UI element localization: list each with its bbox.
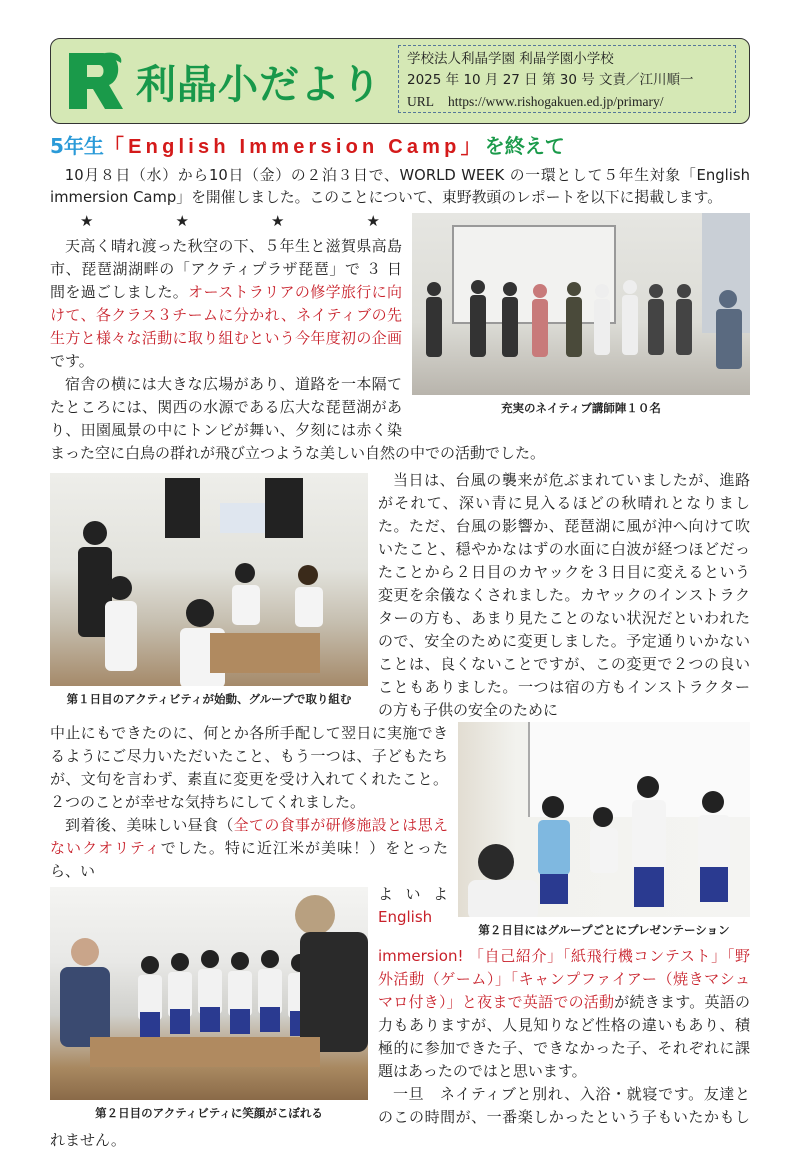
text: です。 bbox=[50, 352, 94, 370]
photo-day1-activity bbox=[50, 473, 368, 686]
text: に、何とか各所手配して翌日に実施できるようにご尽力いただいたこと、もう一つは、子どもたちが、文句を言わず、素直に変更を受け入れてくれたこと。２つのことが幸せな気持ちにしてくれました。 bbox=[50, 724, 448, 811]
highlight-text: immersio bbox=[378, 947, 448, 965]
text: が続きます。英語の力もありますが、人見知りなど性格の違いもあり、積極的に参加できた子、できなかった子、それぞれに課題はあったのではと思います。 bbox=[378, 993, 750, 1080]
text: 天高く晴れ渡った秋空の下、５年生と滋賀県高島市、琵琶湖湖畔の「アクティプラザ琵琶」で ３ 日間を過ごしました。 bbox=[50, 237, 402, 301]
star-icon: ★ bbox=[366, 212, 380, 230]
masthead bbox=[50, 38, 750, 124]
issue-info-box bbox=[398, 45, 736, 113]
people-silhouettes bbox=[50, 513, 368, 686]
photo-day2-activity bbox=[50, 887, 368, 1100]
url-label: URL bbox=[407, 94, 434, 109]
school-logo-icon bbox=[65, 49, 125, 113]
photo3-caption: 第２日目にはグループごとにプレゼンテーション bbox=[478, 923, 730, 937]
paragraph-2: 宿舎の横には大きな広場があり、道路を一本隔てたところには、関西の水源である広大な琵琶湖があり、田園風景の中にトンビが舞い、夕刻には赤く染まった空に白鳥の群れが飛び立つような美しい自然の中での活動でした。 bbox=[50, 375, 546, 462]
text: 中止にも bbox=[50, 724, 112, 742]
highlight-text: n! 「自己紹介」「紙飛行機コンテスト」「野外活動（ゲーム）」「キャンプファイアー（焼きマシュマロ付き）」と夜まで英語での活動 bbox=[378, 947, 750, 1011]
photo-native-teachers bbox=[412, 213, 750, 395]
people-silhouettes bbox=[412, 273, 750, 395]
text: 当日は、台風の襲来が危ぶまれていましたが、進路がそれて、深い青に見入るほどの秋晴れとなりました。ただ、台風の影響か、琵琶湖に風が沖へ向けて吹いたこと、穏やかなはずの水面に白波が経つほどだったことから２日目のカヤックを３日目に変えるという変更を余儀なくされました。カヤックのインストラクターの方も、あまり見たことのない状況だといわれたので、安全のために変更しました。予定通りいかないことは、良くないことですが、この変更で２つの良いこともありました。一つは宿の方もインストラクターの方も子供の安全のために bbox=[378, 471, 750, 719]
newsletter-page bbox=[50, 0, 750, 1172]
people-silhouettes bbox=[458, 762, 750, 917]
text: 到着後、美味しい昼食（ bbox=[65, 816, 234, 834]
section-main-report bbox=[50, 469, 750, 1152]
text: よ い よ bbox=[378, 885, 448, 903]
article-headline bbox=[50, 132, 750, 161]
newsletter-title: 利晶小だより bbox=[136, 62, 382, 108]
photo4-caption: 第２日目のアクティビティに笑顔がこぼれる bbox=[95, 1106, 323, 1120]
star-icon: ★ bbox=[80, 212, 94, 230]
star-divider bbox=[80, 211, 380, 231]
text: でした。特に近江米が美味！）をとったら、い bbox=[50, 839, 448, 880]
highlight-text: オーストラリアの修学旅行に向けて、各クラス３チームに分かれ、ネイティブの先生方と様々な活動に取り組むという今年度初の企画 bbox=[50, 283, 402, 347]
figure-day2-activity bbox=[50, 887, 368, 1122]
photo1-caption: 充実のネイティブ講師陣１０名 bbox=[501, 401, 661, 415]
highlight-text: English bbox=[378, 908, 433, 926]
star-icon: ★ bbox=[175, 212, 189, 230]
highlight-text: 全ての食事が研修施設とは思えないクオリティ bbox=[50, 816, 448, 857]
intro-paragraph: 10月８日（水）から10日（金）の２泊３日で、WORLD WEEK の一環として５年生対象「English immersion Camp」を開催しました。このことについて、東野教頭のレポートを以下に掲載します。 bbox=[50, 167, 750, 206]
figure-native-teachers bbox=[412, 213, 750, 417]
text: できたの bbox=[111, 724, 173, 742]
headline-suffix: を終えて bbox=[484, 134, 565, 158]
headline-grade: 5年生 bbox=[50, 134, 104, 158]
issue-line: 2025 年 10 月 27 日 第 30 号 文責／江川順一 bbox=[407, 72, 694, 88]
figure-day1-activity bbox=[50, 473, 368, 708]
star-icon: ★ bbox=[271, 212, 285, 230]
school-name: 学校法人利晶学園 利晶学園小学校 bbox=[407, 51, 614, 67]
photo-day2-presentation bbox=[458, 722, 750, 917]
paragraph-5: 一旦 ネイティブと別れ、入浴・就寝です。友達とのこの時間が、一番楽しかったという子もいたかもしれません。 bbox=[50, 1085, 750, 1149]
headline-camp: 「English Immersion Camp」 bbox=[103, 136, 485, 158]
photo2-caption: 第１日目のアクティビティが始動、グループで取り組む bbox=[66, 692, 352, 706]
section-intro-report bbox=[50, 235, 750, 465]
school-url-link[interactable]: https://www.rishogakuen.ed.jp/primary/ bbox=[448, 94, 664, 109]
people-silhouettes bbox=[50, 887, 368, 1100]
figure-day2-presentation bbox=[458, 722, 750, 939]
